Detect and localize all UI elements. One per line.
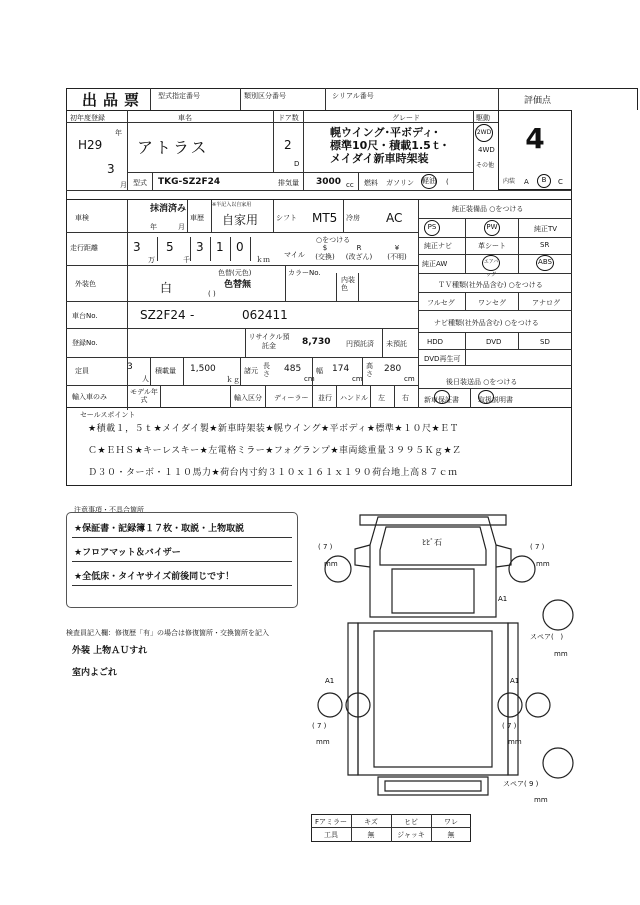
length-value: 485 <box>284 364 302 374</box>
month-unit: 月 <box>120 181 127 189</box>
a1-top: A1 <box>498 595 508 603</box>
width-label: 幅 <box>316 367 323 375</box>
spacer <box>66 190 572 200</box>
grade-text <box>330 126 447 165</box>
doc-manual-circle <box>478 390 494 404</box>
class-label: 類別区分番号 <box>244 92 286 100</box>
mileage-digit: 0 <box>236 240 244 254</box>
opt-leather: 革シート <box>478 242 506 250</box>
unit-man: 万 <box>148 256 155 264</box>
color-swap-label: 色替(元色) <box>218 269 252 277</box>
damage-header: ヒビ <box>404 818 418 826</box>
height-value: 280 <box>384 364 402 374</box>
tv-title: ＴＶ種類(社外品含む) ○をつける <box>438 281 543 289</box>
mm-unit: mm <box>508 738 522 746</box>
mileage-label: 走行距離 <box>70 244 98 252</box>
mile-label: マイル <box>284 251 305 259</box>
windshield-mark: ﾋﾋﾞ石 <box>422 538 442 547</box>
import-label: 輸入車のみ <box>72 393 107 401</box>
cc-unit: cc <box>346 181 354 189</box>
opt-symbol: ¥ <box>394 244 400 252</box>
car-name-label: 車名 <box>178 114 192 122</box>
navi-hdd: HDD <box>427 338 444 346</box>
unit-km: ｋｍ <box>256 256 270 264</box>
mileage-note: ○をつける <box>316 236 351 244</box>
reg-label: 登録No. <box>72 339 98 347</box>
spare-tire-1: スペア( ) <box>530 633 564 641</box>
fuel-diesel-circled: 軽油 <box>421 174 437 189</box>
mm-unit: mm <box>554 650 568 658</box>
damage-header: キズ <box>364 818 378 826</box>
opt-sr: SR <box>540 241 550 249</box>
fuel-gasoline: ガソリン <box>386 179 414 187</box>
car-name: アトラス <box>137 138 209 157</box>
recycle-value: 8,730 <box>302 337 331 347</box>
load-label: 積載量 <box>155 367 176 375</box>
grade-line: 幌ウイング･平ボディ･ <box>330 126 439 139</box>
import-dealer: ディーラー <box>274 394 309 402</box>
opt-symbol: R <box>356 244 362 252</box>
mm-unit: mm <box>534 796 548 804</box>
note-line: ★全低床・タイヤサイズ前後同じです！ <box>74 572 235 582</box>
usage-note: ※半記入以自家用 <box>212 202 252 208</box>
page-title: 出品票 <box>82 91 146 109</box>
tire-fr: ( 7 ) <box>530 543 545 551</box>
usage-value: 自家用 <box>222 213 259 227</box>
cab-outline <box>370 517 496 617</box>
navi-sd: SD <box>540 338 550 346</box>
opt-navi: 純正ナビ <box>424 242 452 250</box>
capacity-value: 3 <box>127 362 133 372</box>
a1-left: A1 <box>325 677 335 685</box>
interior-a: A <box>524 178 529 186</box>
doc-warranty-circle <box>434 390 450 404</box>
note-line: ★フロアマット＆バイザー <box>74 548 181 558</box>
drive-label: 駆動 <box>476 114 490 122</box>
opt-abs-circled: ABS <box>536 255 554 271</box>
mileage-digit: 5 <box>166 240 174 254</box>
score-value: 4 <box>525 122 545 155</box>
drive-other: その他 <box>476 162 495 169</box>
grade-label: グレード <box>392 114 420 122</box>
serial-label: シリアル番号 <box>332 92 374 100</box>
color-value: 白 <box>160 281 173 295</box>
capacity-unit: 人 <box>142 375 149 383</box>
sales-line: Ｃ★ＥＨＳ★キーレスキー★左電格ミラー★フォグランプ★車両総重量３９９５Ｋｇ★Ｚ <box>88 446 462 456</box>
damage-value: 工具 <box>324 831 338 839</box>
bed-outline <box>358 623 508 775</box>
inspection-month: 月 <box>178 223 185 231</box>
first-reg-era: H29 <box>78 138 103 152</box>
mileage-digit: 3 <box>133 240 141 254</box>
displacement-label: 排気量 <box>278 179 299 187</box>
interior-b-circled: B <box>537 174 551 188</box>
width-value: 174 <box>332 364 350 374</box>
usage-label: 車歴 <box>190 214 204 222</box>
mileage-digit: 1 <box>216 240 224 254</box>
unit-sen: 千 <box>183 256 190 264</box>
tire-rl: ( 7 ) <box>312 722 327 730</box>
cm-unit: cm <box>352 375 363 383</box>
tire-fl: ( 7 ) <box>318 543 333 551</box>
damage-header: ワレ <box>444 818 458 826</box>
doc-warranty: 新車保証書 <box>424 396 459 404</box>
inspector-line: 外装 上物ＡＵすれ <box>72 646 148 656</box>
tv-analog: アナログ <box>532 299 560 307</box>
fuel-label: 燃料 <box>364 179 378 187</box>
sales-line: Ｄ３０・ターボ・１１０馬力★荷台内寸約３１０ｘ１６１ｘ１９０荷台地上高８７ｃｍ <box>88 468 458 478</box>
cm-unit: cm <box>404 375 415 383</box>
grade-line: 標準10尺・積載1.5ｔ･ <box>330 139 448 152</box>
opt-label: (交換) <box>315 253 335 261</box>
color-label: 外装色 <box>75 280 96 288</box>
opt-label: (不明) <box>387 253 407 261</box>
import-parallel: 並行 <box>318 394 332 402</box>
navi-title: ナビ種類(社外品含む) ○をつける <box>434 319 539 327</box>
color-paren: ( ) <box>208 290 216 298</box>
damage-header: Fアミラー <box>314 818 348 826</box>
mirror-right <box>496 545 511 567</box>
grade-line: メイダイ新車時架装 <box>330 152 429 165</box>
interior-color-label: 内装色 <box>341 276 355 292</box>
opt-aw: 純正AW <box>422 260 448 268</box>
color-swap-value: 色替無 <box>224 280 252 290</box>
shift-label: シフト <box>276 214 297 222</box>
doc-manual: 取扱説明書 <box>478 396 513 404</box>
model-label: 型式 <box>133 179 147 187</box>
spare-tire-2: スペア( 9 ) <box>503 780 539 788</box>
inspection-year: 年 <box>150 223 157 231</box>
notes-label: 注意事項・不具合箇所 <box>74 506 144 514</box>
dims-label: 諸元 <box>244 367 258 375</box>
year-unit: 年 <box>115 129 122 137</box>
note-line: ★保証書・記録簿１７枚・取説・上物取説 <box>74 524 245 534</box>
first-reg-month: 3 <box>107 162 115 176</box>
inspector-label: 検査員記入欄：修復歴「有」の場合は修復箇所・交換箇所を記入 <box>66 629 269 637</box>
doors-label: ドア数 <box>278 114 299 122</box>
mm-unit: mm <box>324 560 338 568</box>
opt-label: (改ざん) <box>345 253 373 261</box>
shift-value: MT5 <box>312 211 338 225</box>
mm-unit: mm <box>316 738 330 746</box>
inspection-label: 車検 <box>75 214 89 222</box>
tv-fullseg: フルセグ <box>427 299 455 307</box>
load-unit: ｋｇ <box>226 376 240 384</box>
damage-value: 無 <box>447 831 455 839</box>
mileage-digit: 3 <box>196 240 204 254</box>
inspector-line: 室内よごれ <box>72 668 118 678</box>
opt-tv: 純正TV <box>534 225 558 233</box>
length-label: 長さ <box>263 362 270 378</box>
sales-label: セールスポイント <box>80 411 136 419</box>
chassis-dash: - <box>190 308 195 322</box>
damage-value: 無 <box>367 831 375 839</box>
handle-right: 右 <box>402 394 409 402</box>
cab-roof <box>392 569 474 613</box>
opt-symbol: $ <box>322 244 328 252</box>
interior-label: 内装 <box>503 178 516 185</box>
bed-inner <box>374 631 492 767</box>
cm-unit: cm <box>304 375 315 383</box>
tv-oneseg: ワンセグ <box>478 299 506 307</box>
mirror-left <box>355 545 370 567</box>
drive-2wd-circled: 2WD <box>475 124 493 142</box>
doors-value: 2 <box>284 138 292 152</box>
handle-label: ハンドル <box>340 394 368 402</box>
dvd-playback: DVD再生可 <box>424 355 461 363</box>
recycle-label: リサイクル預託金 <box>248 333 290 350</box>
import-type-label: 輸入区分 <box>234 394 262 402</box>
inspection-status: 抹消済み <box>150 204 187 214</box>
handle-left: 左 <box>378 394 385 402</box>
ac-value: AC <box>386 211 403 225</box>
color-no-label: カラーNo. <box>288 269 321 277</box>
damage-value: ジャッキ <box>397 831 425 839</box>
mileage-opt-exchange[interactable] <box>310 244 340 262</box>
chassis-prefix: SZ2F24 <box>140 308 186 322</box>
model-cert-label: 型式指定番号 <box>158 92 200 100</box>
mileage-opt-unknown[interactable] <box>380 244 414 262</box>
mm-unit: mm <box>536 560 550 568</box>
ac-label: 冷房 <box>346 214 360 222</box>
displacement-value: 3000 <box>316 177 342 187</box>
first-reg-label: 初年度登録 <box>70 114 105 122</box>
opt-airbag-circled: エアバッグ <box>482 255 500 271</box>
score-label: 評価点 <box>524 96 552 106</box>
sales-line: ★積載１，５ｔ★メイダイ製★新車時架装★幌ウイング★平ボディ★標準★１０尺★ＥＴ <box>88 424 460 434</box>
drive-4wd: 4WD <box>478 146 495 154</box>
load-value: 1,500 <box>190 364 216 374</box>
not-deposited: 未預託 <box>386 340 407 348</box>
a1-right: A1 <box>510 677 520 685</box>
genuine-title: 純正装備品 ○をつける <box>452 205 524 213</box>
opt-pw-circled: PW <box>484 220 500 236</box>
chassis-label: 車台No. <box>72 312 98 320</box>
doors-unit: D <box>294 160 300 168</box>
fuel-paren: ( <box>446 178 449 186</box>
tire-rr: ( 7 ) <box>502 722 517 730</box>
mileage-opt-tamper[interactable] <box>342 244 376 262</box>
opt-ps-circled: PS <box>424 220 440 236</box>
recycle-unit: 円預託済 <box>346 340 374 348</box>
model-year-label: モデル年式 <box>130 388 158 404</box>
interior-c: C <box>558 178 563 186</box>
model-code: TKG-SZ2F24 <box>158 177 221 187</box>
height-label: 高さ <box>366 362 373 378</box>
docs-title: 後日装送品 ○をつける <box>446 378 518 386</box>
capacity-label: 定員 <box>75 367 89 375</box>
navi-dvd: DVD <box>486 338 502 346</box>
chassis-number: 062411 <box>242 308 288 322</box>
